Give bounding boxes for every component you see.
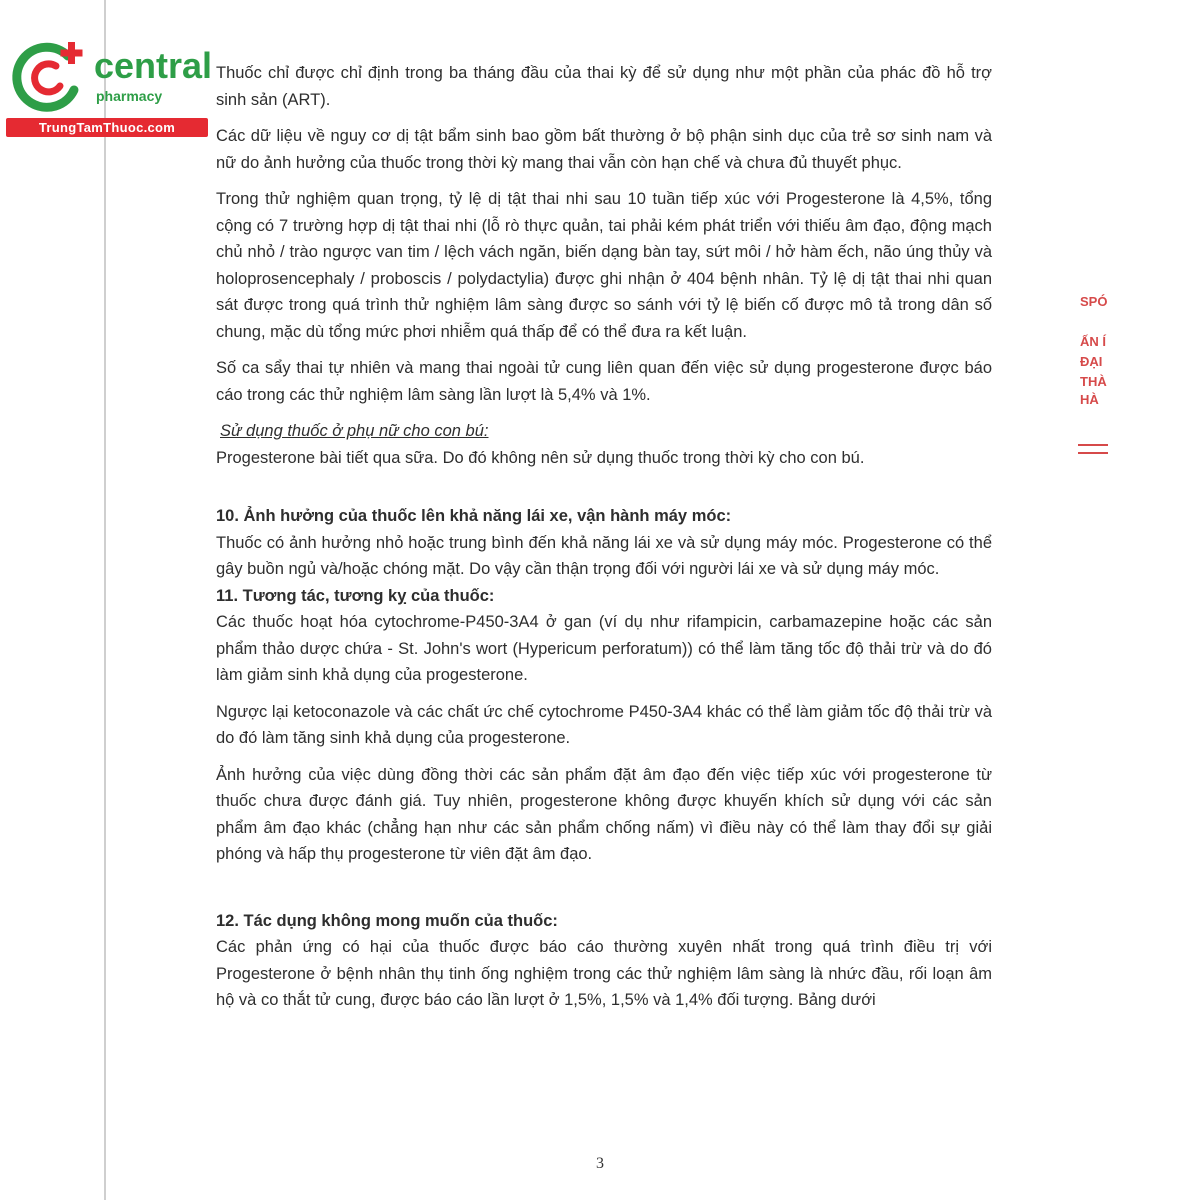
stamp-rule <box>1078 444 1108 446</box>
page-number: 3 <box>596 1155 604 1172</box>
section-heading-11: 11. Tương tác, tương kỵ của thuốc: <box>216 586 495 605</box>
brand-url: TrungTamThuoc.com <box>6 118 208 137</box>
stamp-line: ẤN Í <box>1080 334 1106 349</box>
document-body <box>216 60 992 1024</box>
paragraph: Thuốc chỉ được chỉ định trong ba tháng đầu của thai kỳ để sử dụng như một phần của phác đồ hỗ trợ sinh sản (ART). <box>216 64 992 109</box>
paragraph: Ngược lại ketoconazole và các chất ức chế cytochrome P450-3A4 khác có thể làm giảm tốc độ thải trừ và do đó làm tăng sinh khả dụng của progesterone. <box>216 702 992 747</box>
paragraph: Trong thử nghiệm quan trọng, tỷ lệ dị tật thai nhi sau 10 tuần tiếp xúc với Progesterone là 4,5%, tổng cộng có 7 trường hợp dị tật thai nhi (lỗ rò thực quản, tai phải kém phát triển với thiếu âm đạo, động mạch chủ nhỏ / trào ngược van tim / lệch vách ngăn, biến dạng bàn tay, sứt môi / hở hàm ếch, não úng thủy và holoprosencephaly / proboscis / polydactylia) được ghi nhận ở 404 bệnh nhân. Tỷ lệ dị tật thai nhi quan sát được trong quá trình thử nghiệm lâm sàng được so sánh với tỷ lệ biến cố được mô tả trong dân số chung, mặc dù tổng mức phơi nhiễm quá thấp để có thể đưa ra kết luận. <box>216 190 992 341</box>
stamp-rule <box>1078 452 1108 454</box>
paragraph: Các phản ứng có hại của thuốc được báo cáo thường xuyên nhất trong quá trình điều trị với Progesterone ở bệnh nhân thụ tinh ống nghiệm trong các thử nghiệm lâm sàng là nhức đầu, rối loạn âm hộ và co thắt tử cung, được báo cáo lần lượt ở 1,5%, 1,5% và 1,4% đối tượng. Bảng dưới <box>216 938 992 1009</box>
breastfeeding-heading: Sử dụng thuốc ở phụ nữ cho con bú: <box>220 422 489 440</box>
stamp-line: THÀ <box>1080 374 1107 389</box>
paragraph: Số ca sẩy thai tự nhiên và mang thai ngoài tử cung liên quan đến việc sử dụng progesterone được báo cáo trong các thử nghiệm lâm sàng lần lượt là 5,4% và 1%. <box>216 359 992 404</box>
stamp-line: HÀ <box>1080 392 1099 407</box>
page-margin-line <box>104 0 106 1200</box>
stamp-top-text: SPÓ <box>1080 294 1108 309</box>
section-heading-10: 10. Ảnh hưởng của thuốc lên khả năng lái xe, vận hành máy móc: <box>216 507 732 525</box>
stamp-line: ĐẠI <box>1080 354 1103 369</box>
brand-name: central <box>94 45 213 86</box>
paragraph: Các thuốc hoạt hóa cytochrome-P450-3A4 ở gan (ví dụ như rifampicin, carbamazepine hoặc các sản phẩm thảo dược chứa - St. John's wort (Hypericum perforatum)) có thể làm tăng tốc độ thải trừ và do đó làm giảm sinh khả dụng của progesterone. <box>216 613 992 684</box>
paragraph: Progesterone bài tiết qua sữa. Do đó không nên sử dụng thuốc trong thời kỳ cho con bú. <box>216 448 865 467</box>
pharmacy-cross-icon <box>8 38 90 118</box>
paragraph: Thuốc có ảnh hưởng nhỏ hoặc trung bình đến khả năng lái xe và sử dụng máy móc. Progesterone có thể gây buồn ngủ và/hoặc chóng mặt. Do vậy cần thận trọng đối với người lái xe và sử dụng máy móc. <box>216 533 992 578</box>
paragraph: Các dữ liệu về nguy cơ dị tật bẩm sinh bao gồm bất thường ở bộ phận sinh dục của trẻ sơ sinh nam và nữ do ảnh hưởng của thuốc trong thời kỳ mang thai vẫn còn hạn chế và chưa đủ thuyết phục. <box>216 127 992 172</box>
red-stamp <box>1070 270 1120 465</box>
paragraph: Ảnh hưởng của việc dùng đồng thời các sản phẩm đặt âm đạo đến việc tiếp xúc với progesterone từ thuốc chưa được đánh giá. Tuy nhiên, progesterone không được khuyến khích sử dụng với các sản phẩm âm đạo khác (chẳng hạn như các sản phẩm chống nấm) vì điều này có thể làm thay đổi sự giải phóng và hấp thụ progesterone từ viên đặt âm đạo. <box>216 765 992 863</box>
brand-subtitle: pharmacy <box>96 88 163 104</box>
section-heading-12: 12. Tác dụng không mong muốn của thuốc: <box>216 911 558 930</box>
